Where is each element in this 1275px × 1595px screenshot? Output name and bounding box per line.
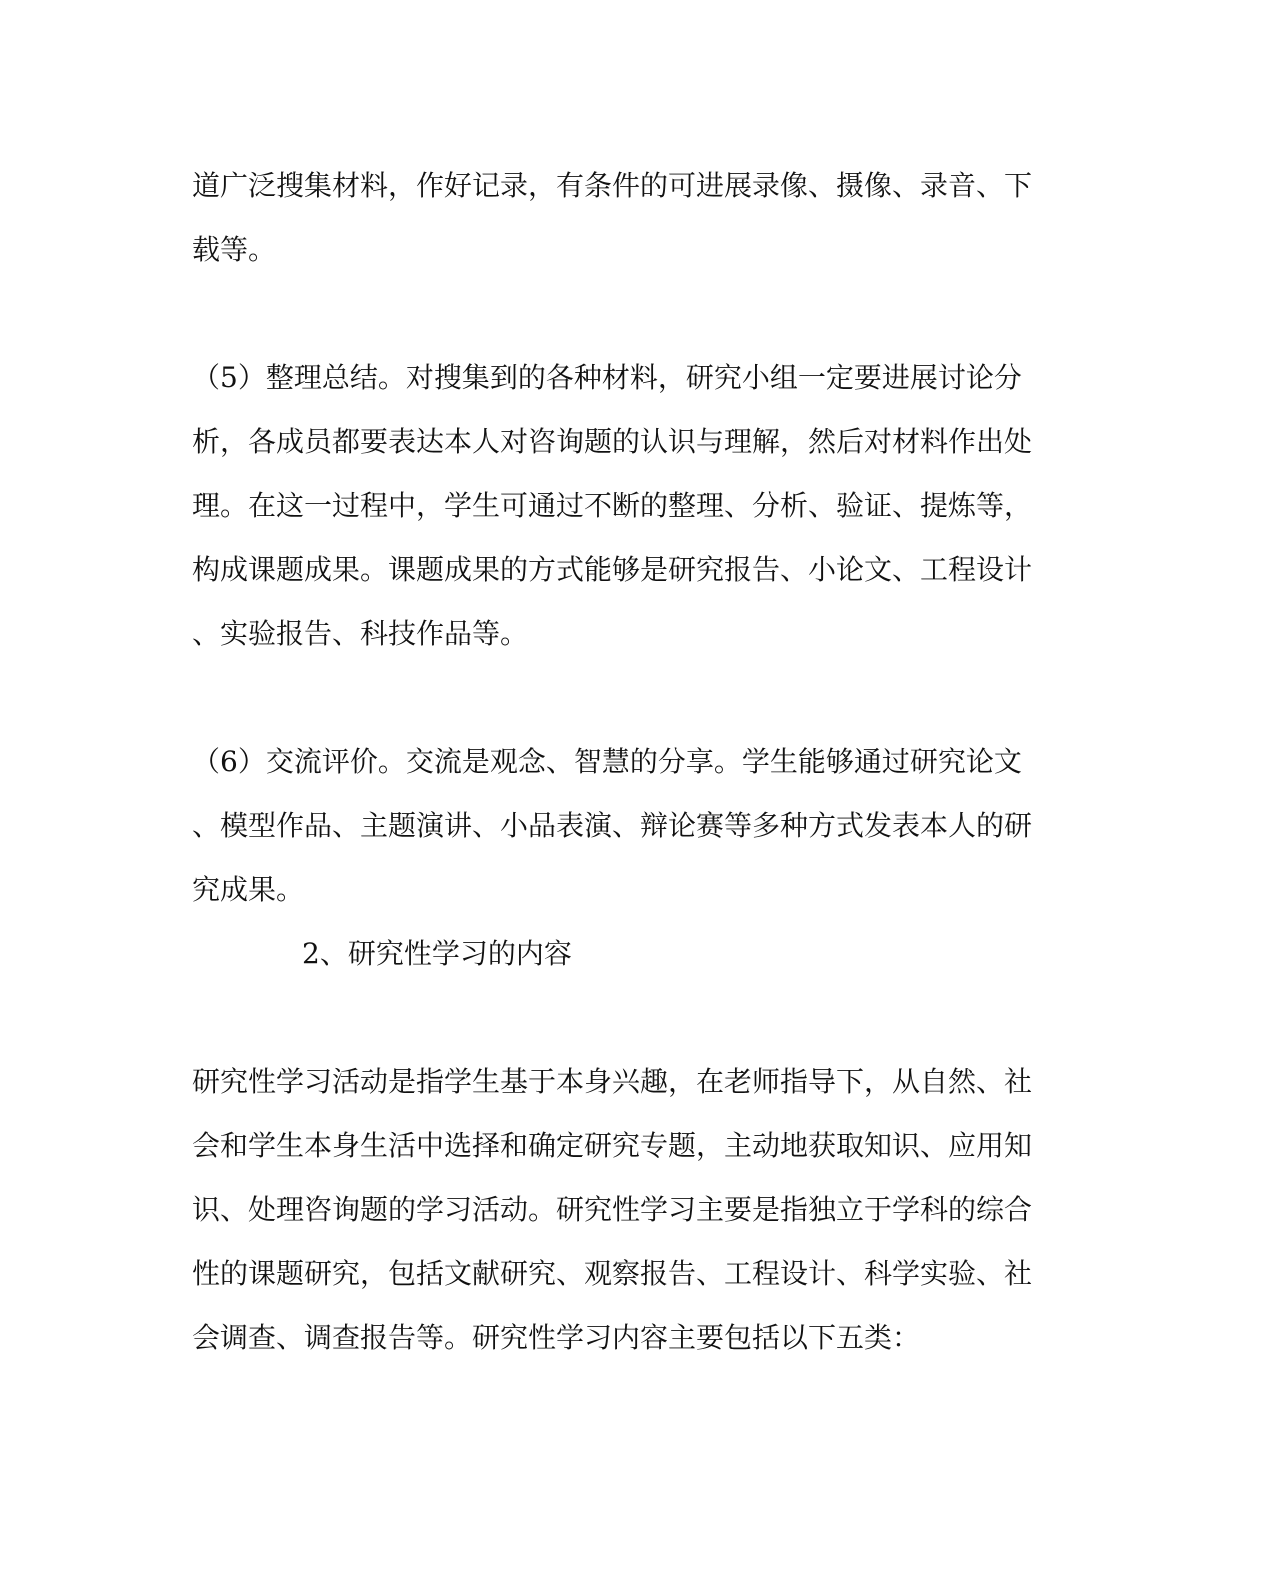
text-line: 理。在这一过程中，学生可通过不断的整理、分析、验证、提炼等， bbox=[192, 489, 1033, 522]
section-heading-text: 2、研究性学习的内容 bbox=[302, 937, 572, 970]
text-line: （6）交流评价。交流是观念、智慧的分享。学生能够通过研究论文 bbox=[192, 745, 1022, 778]
text-line: （5）整理总结。对搜集到的各种材料，研究小组一定要进展讨论分 bbox=[192, 361, 1022, 394]
paragraph-research-content bbox=[192, 1050, 1062, 1370]
text-line: 、模型作品、主题演讲、小品表演、辩论赛等多种方式发表本人的研 bbox=[192, 809, 1033, 842]
text-line: 道广泛搜集材料，作好记录，有条件的可进展录像、摄像、录音、下 bbox=[192, 169, 1033, 202]
text-line: 构成课题成果。课题成果的方式能够是研究报告、小论文、工程设计 bbox=[192, 553, 1033, 586]
text-line: 识、处理咨询题的学习活动。研究性学习主要是指独立于学科的综合 bbox=[192, 1193, 1033, 1226]
text-line: 性的课题研究，包括文献研究、观察报告、工程设计、科学实验、社 bbox=[192, 1257, 1033, 1290]
text-line: 会和学生本身生活中选择和确定研究专题，主动地获取知识、应用知 bbox=[192, 1129, 1033, 1162]
section-heading bbox=[302, 922, 1172, 986]
text-line: 、实验报告、科技作品等。 bbox=[192, 617, 529, 650]
paragraph-step-6-evaluation bbox=[192, 730, 1062, 922]
text-line: 载等。 bbox=[192, 233, 277, 266]
text-line: 析，各成员都要表达本人对咨询题的认识与理解，然后对材料作出处 bbox=[192, 425, 1033, 458]
text-line: 究成果。 bbox=[192, 873, 305, 906]
paragraph-step-5-summary bbox=[192, 346, 1062, 666]
text-line: 研究性学习活动是指学生基于本身兴趣，在老师指导下，从自然、社 bbox=[192, 1065, 1033, 1098]
paragraph-material-collection bbox=[192, 154, 1062, 282]
text-line: 会调查、调查报告等。研究性学习内容主要包括以下五类： bbox=[192, 1321, 921, 1354]
